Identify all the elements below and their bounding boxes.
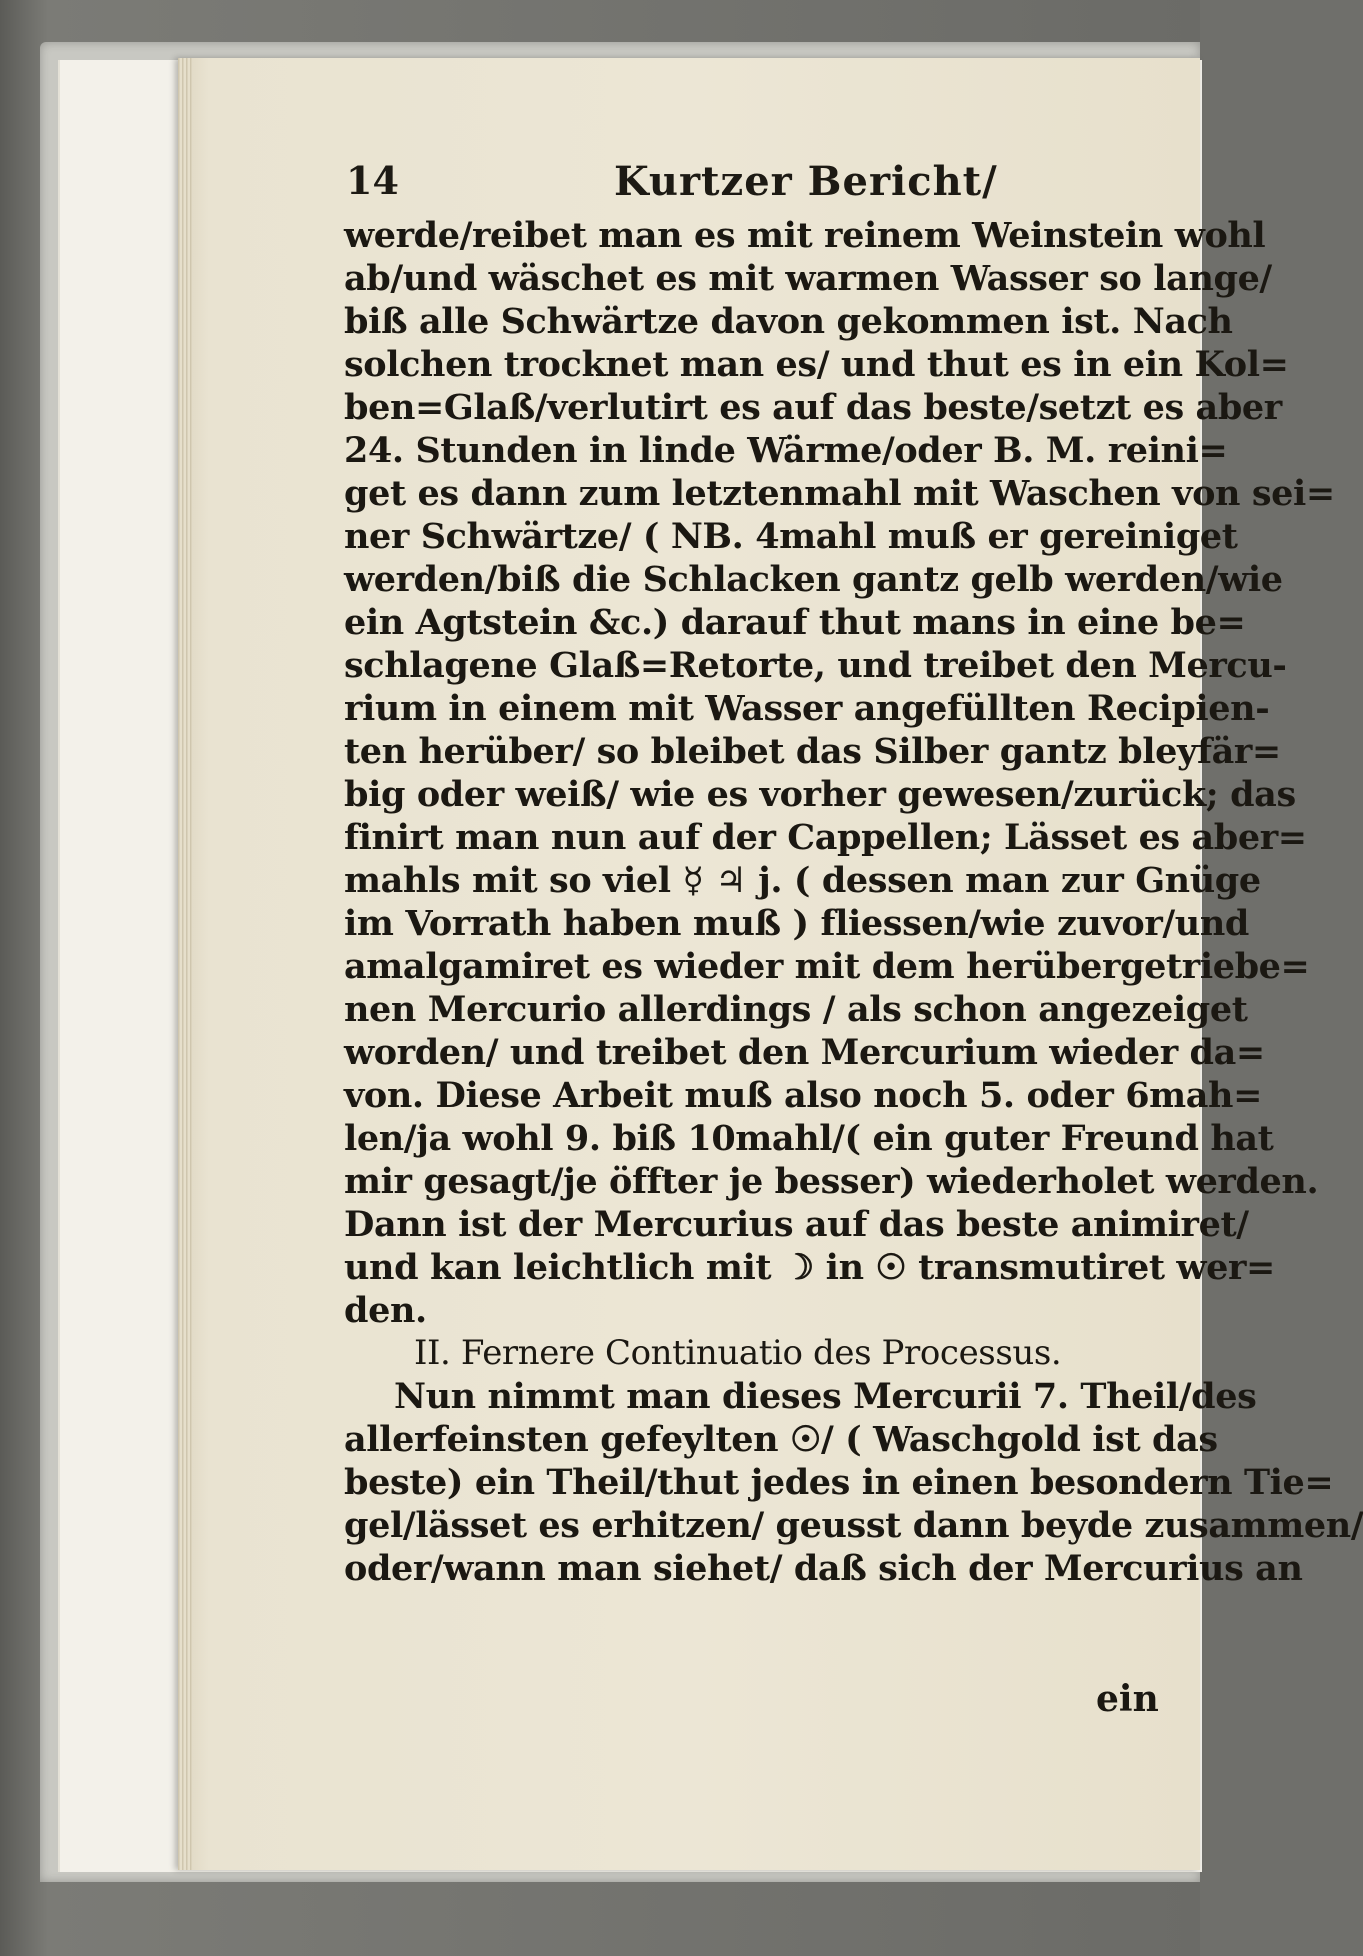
text-line: ner Schwärtze/ ( NB. 4mahl muß er gereiniget (344, 516, 1238, 557)
text-line: Nun nimmt man dieses Mercurii 7. Theil/des (394, 1376, 1257, 1417)
page-number: 14 (346, 158, 399, 203)
text-line: von. Diese Arbeit muß also noch 5. oder 6mah= (344, 1075, 1263, 1116)
catchword: ein (1096, 1678, 1159, 1720)
text-line: ten herüber/ so bleibet das Silber gantz bleyfär= (344, 731, 1281, 772)
text-line: ein Agtstein &c.) darauf thut mans in eine be= (344, 602, 1246, 643)
text-line: ben=Glaß/verlutirt es auf das beste/setzt es aber (344, 387, 1282, 428)
body-text (344, 214, 1363, 1590)
section-heading: II. Fernere Continuatio des Processus. (414, 1333, 1062, 1373)
text-line: den. (344, 1290, 427, 1331)
text-line: len/ja wohl 9. biß 10mahl/( ein guter Freund hat (344, 1118, 1274, 1159)
text-line: finirt man nun auf der Cappellen; Lässet es aber= (344, 817, 1307, 858)
text-line: worden/ und treibet den Mercurium wieder da= (344, 1032, 1265, 1073)
text-line: get es dann zum letztenmahl mit Waschen von sei= (344, 473, 1335, 514)
text-line: gel/lässet es erhitzen/ geusst dann beyde zusammen/ (344, 1505, 1363, 1546)
page-gutter-edge (178, 58, 192, 1870)
text-line: beste) ein Theil/thut jedes in einen besondern Tie= (344, 1462, 1334, 1503)
text-line: big oder weiß/ wie es vorher gewesen/zurück; das (344, 774, 1296, 815)
text-line: und kan leichtlich mit ☽ in ☉ transmutiret wer= (344, 1247, 1275, 1288)
text-line: mahls mit so viel ☿ ♃ j. ( dessen man zur Gnüge (344, 860, 1261, 901)
text-line: allerfeinsten gefeylten ☉/ ( Waschgold ist das (344, 1419, 1218, 1460)
text-line: werde/reibet man es mit reinem Weinstein wohl (344, 215, 1266, 256)
text-line: im Vorrath haben muß ) fliessen/wie zuvor/und (344, 903, 1249, 944)
text-line: ab/und wäschet es mit warmen Wasser so lange/ (344, 258, 1272, 299)
text-line: mir gesagt/je öffter je besser) wiederholet werden. (344, 1161, 1319, 1202)
text-line: Dann ist der Mercurius auf das beste animiret/ (344, 1204, 1249, 1245)
text-line: amalgamiret es wieder mit dem herübergetriebe= (344, 946, 1310, 987)
text-line: werden/biß die Schlacken gantz gelb werden/wie (344, 559, 1283, 600)
running-title: Kurtzer Bericht/ (614, 158, 998, 205)
page-header (346, 158, 1166, 208)
text-line: rium in einem mit Wasser angefüllten Recipien- (344, 688, 1270, 729)
text-line: schlagene Glaß=Retorte, und treibet den Mercu- (344, 645, 1287, 686)
text-line: oder/wann man siehet/ daß sich der Mercurius an (344, 1548, 1303, 1589)
text-line: nen Mercurio allerdings / als schon angezeiget (344, 989, 1248, 1030)
text-line: biß alle Schwärtze davon gekommen ist. Nach (344, 301, 1233, 342)
text-line: solchen trocknet man es/ und thut es in ein Kol= (344, 344, 1289, 385)
text-line: 24. Stunden in linde Wärme/oder B. M. reini= (344, 430, 1228, 471)
